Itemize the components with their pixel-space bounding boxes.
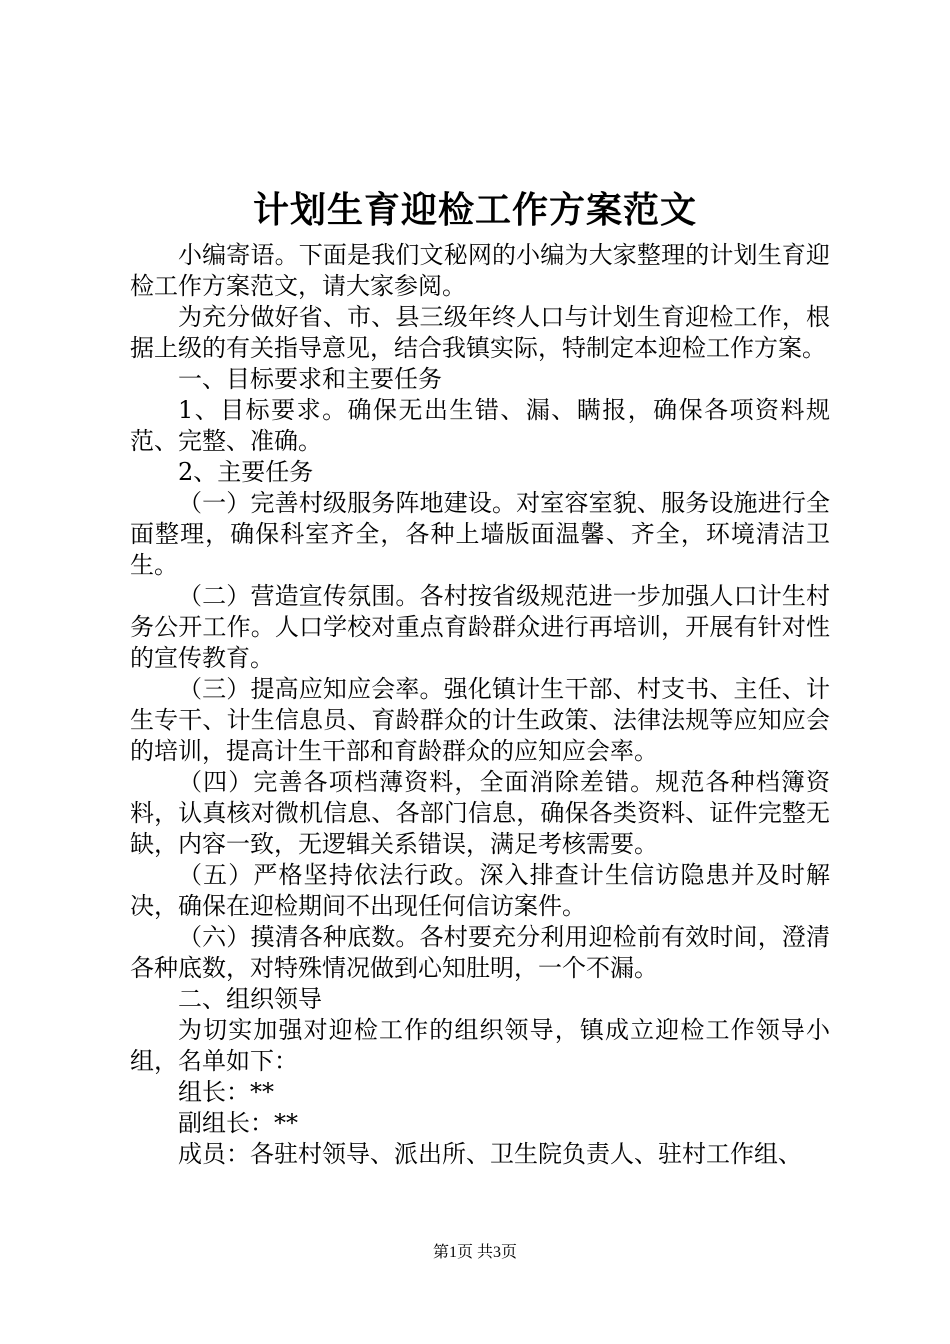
task-item-6: （六）摸清各种底数。各村要充分利用迎检前有效时间，澄清各种底数，对特殊情况做到心知肚明，一个不漏。 <box>130 923 830 982</box>
task-item-2: （二）营造宣传氛围。各村按省级规范进一步加强人口计生村务公开工作。人口学校对重点育龄群众进行再培训，开展有针对性的宣传教育。 <box>130 582 830 672</box>
document-title: 计划生育迎检工作方案范文 <box>252 189 697 231</box>
section-heading-1: 一、目标要求和主要任务 <box>178 365 442 393</box>
deputy-leader-line: 副组长：** <box>178 1109 298 1137</box>
paragraph-organization: 为切实加强对迎检工作的组织领导，镇成立迎检工作领导小组，名单如下： <box>130 1016 830 1075</box>
task-item-1: （一）完善村级服务阵地建设。对室容室貌、服务设施进行全面整理，确保科室齐全，各种上墙版面温馨、齐全，环境清洁卫生。 <box>130 489 830 579</box>
task-item-3: （三）提高应知应会率。强化镇计生干部、村支书、主任、计生专干、计生信息员、育龄群众的计生政策、法律法规等应知应会的培训，提高计生干部和育龄群众的应知应会率。 <box>130 675 830 765</box>
paragraph-goal: 1、目标要求。确保无出生错、漏、瞒报，确保各项资料规范、完整、准确。 <box>130 396 830 455</box>
page-number-footer: 第1页 共3页 <box>432 1244 517 1261</box>
task-item-5: （五）严格坚持依法行政。深入排查计生信访隐患并及时解决，确保在迎检期间不出现任何信访案件。 <box>130 861 830 920</box>
members-line: 成员：各驻村领导、派出所、卫生院负责人、驻村工作组、 <box>178 1140 802 1168</box>
leader-line: 组长：** <box>178 1078 274 1106</box>
paragraph-purpose: 为充分做好省、市、县三级年终人口与计划生育迎检工作，根据上级的有关指导意见，结合我镇实际，特制定本迎检工作方案。 <box>130 303 830 362</box>
section-heading-2: 二、组织领导 <box>178 985 322 1013</box>
document-body <box>130 240 830 1170</box>
paragraph-intro: 小编寄语。下面是我们文秘网的小编为大家整理的计划生育迎检工作方案范文，请大家参阅。 <box>130 241 830 300</box>
task-item-4: （四）完善各项档薄资料，全面消除差错。规范各种档簿资料，认真核对微机信息、各部门信息，确保各类资料、证件完整无缺，内容一致，无逻辑关系错误，满足考核需要。 <box>130 768 830 858</box>
subheading-tasks: 2、主要任务 <box>178 458 314 486</box>
